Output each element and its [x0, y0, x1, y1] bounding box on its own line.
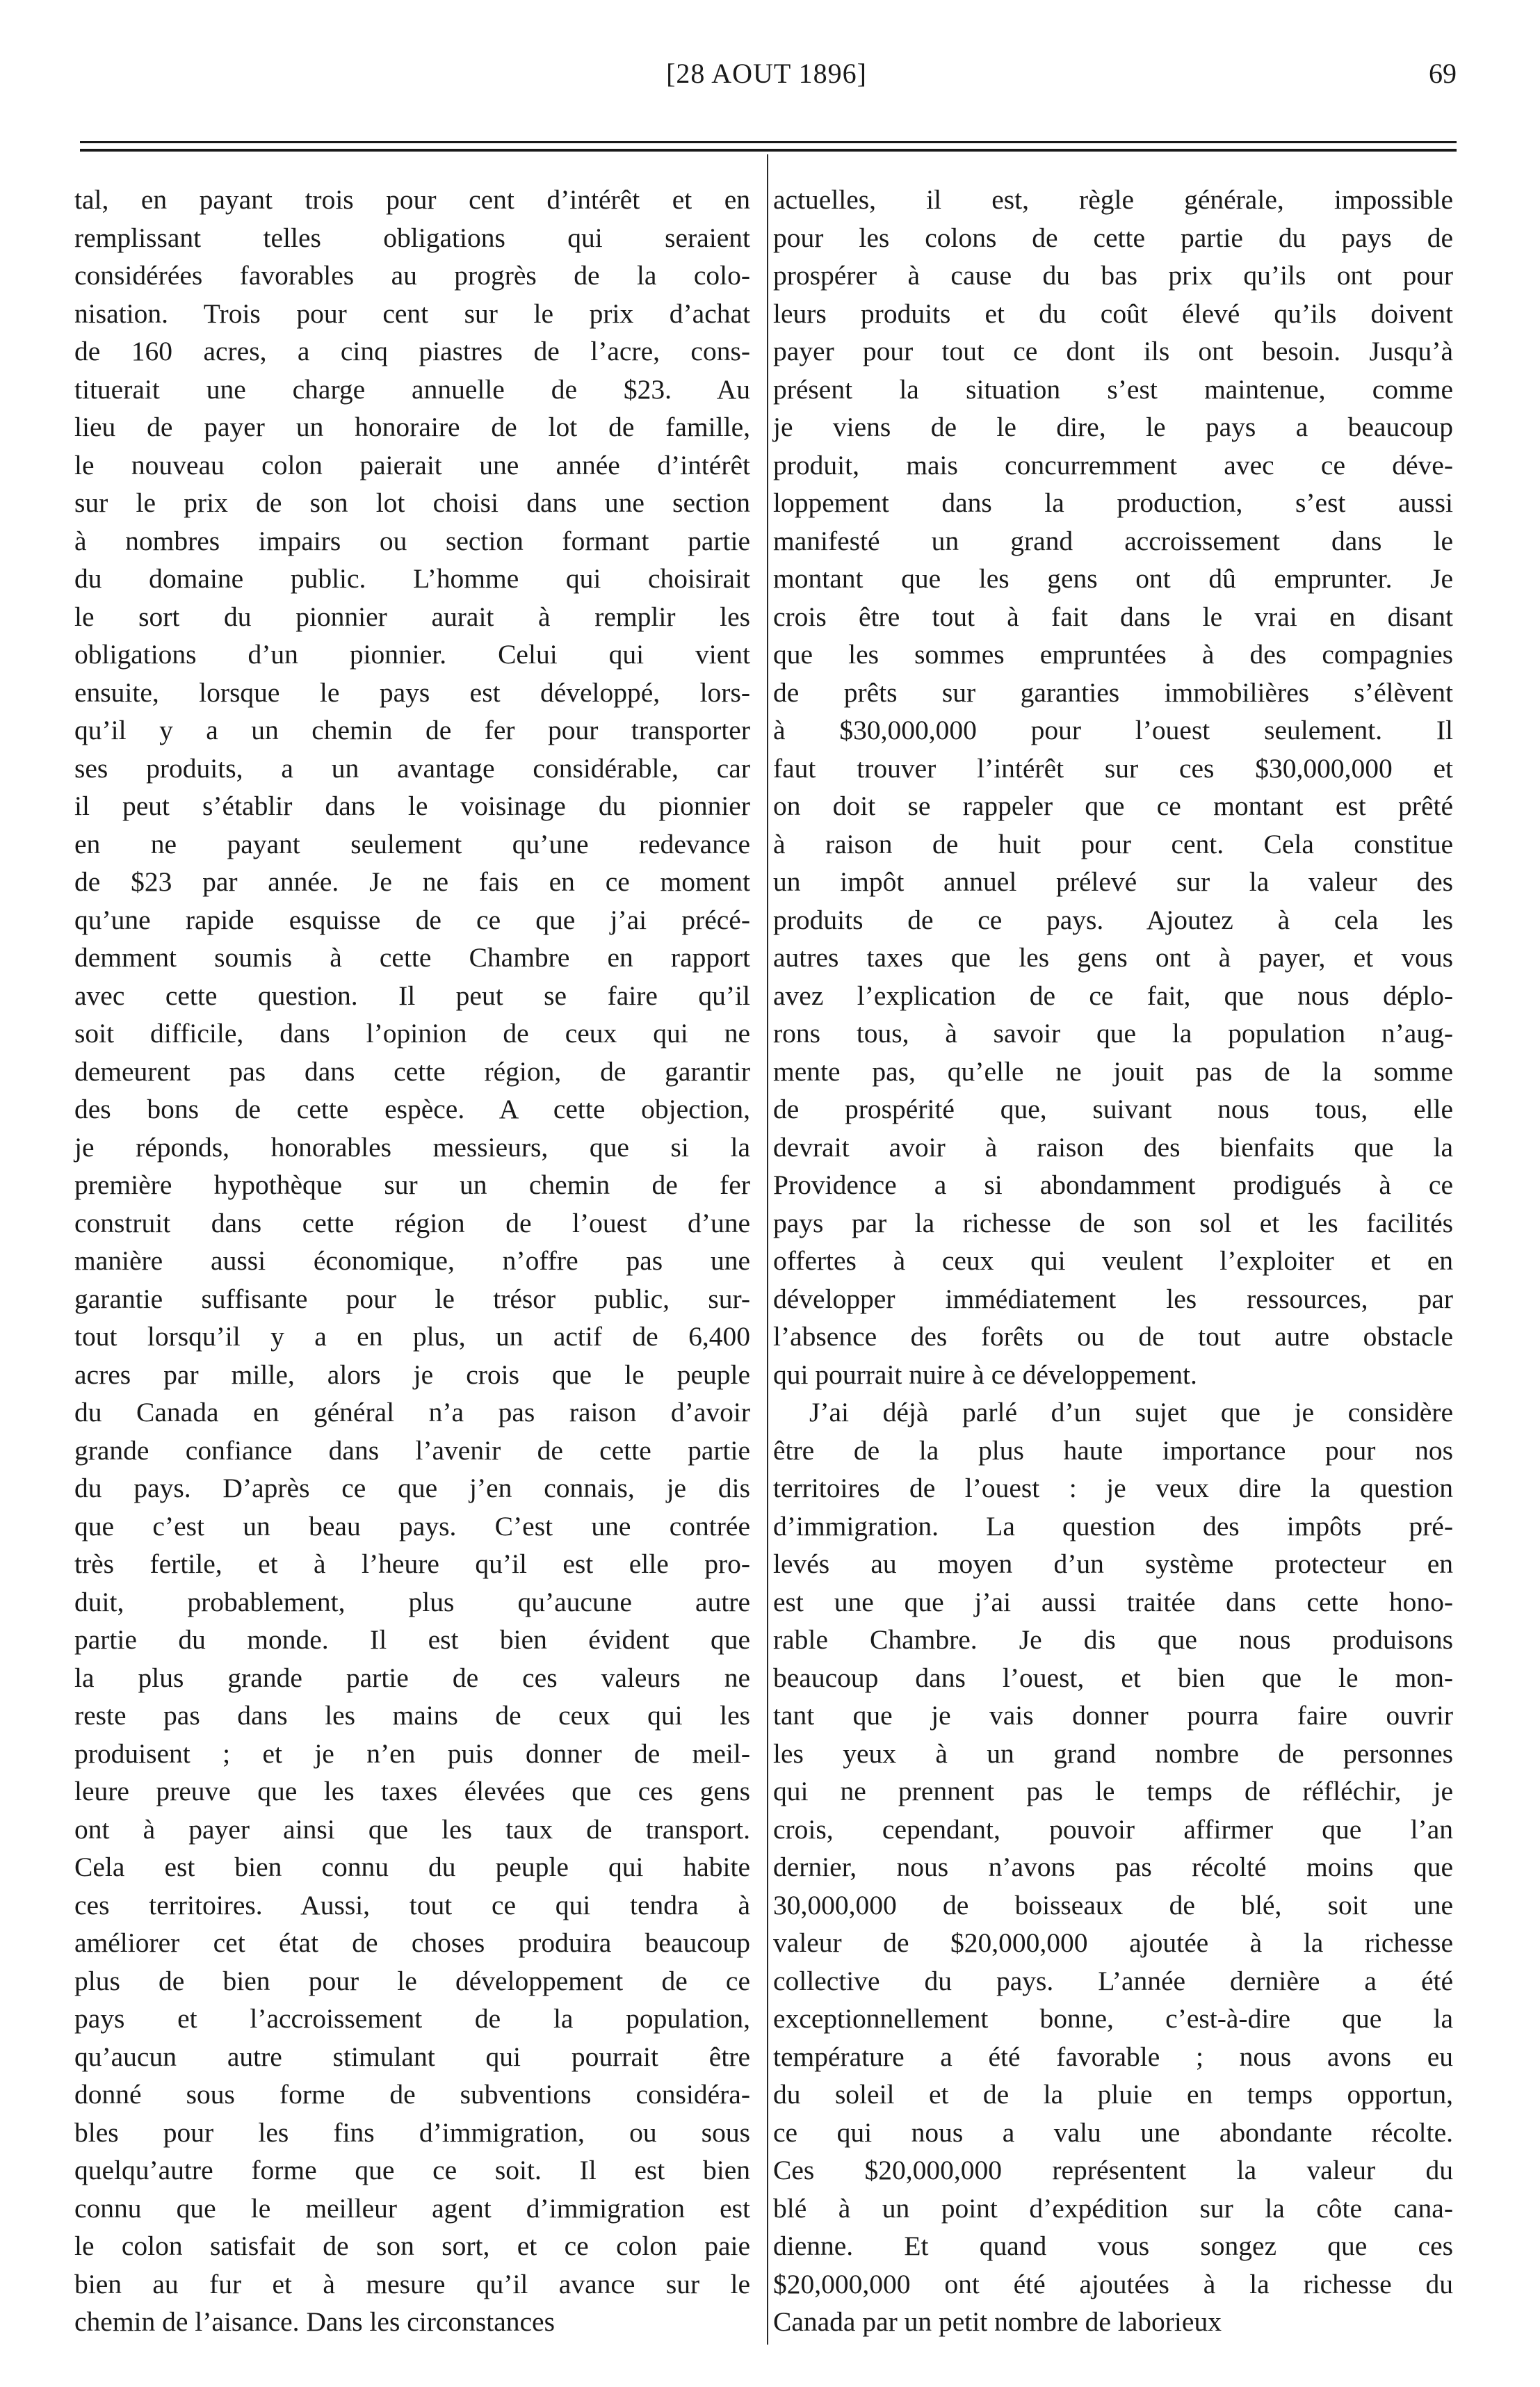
text-line: que les sommes empruntées à des compagnies [773, 639, 1453, 670]
text-line: je viens de le dire, le pays a beaucoup [773, 412, 1453, 442]
text-line: Ces $20,000,000 représentent la valeur du [773, 2155, 1453, 2185]
text-line: construit dans cette région de l’ouest d’une [74, 1207, 750, 1238]
text-line: du domaine public. L’homme qui choisirait [74, 563, 750, 594]
text-line: à nombres impairs ou section formant partie [74, 525, 750, 556]
text-line: du Canada en général n’a pas raison d’avoir [74, 1397, 750, 1427]
text-line: bles pour les fins d’immigration, ou sous [74, 2117, 750, 2148]
text-line: collective du pays. L’année dernière a été [773, 1965, 1453, 1996]
text-line: très fertile, et à l’heure qu’il est elle pro- [74, 1548, 750, 1579]
text-line: qu’il y a un chemin de fer pour transporter [74, 715, 750, 745]
text-line: pays et l’accroissement de la population, [74, 2003, 750, 2034]
text-line: avec cette question. Il peut se faire qu’il [74, 980, 750, 1011]
text-line: qui ne prennent pas le temps de réfléchir, je [773, 1776, 1453, 1806]
text-line: rons tous, à savoir que la population n’aug- [773, 1018, 1453, 1049]
text-line: du pays. D’après ce que j’en connais, je dis [74, 1473, 750, 1503]
text-line: payer pour tout ce dont ils ont besoin. Jusqu’à [773, 336, 1453, 366]
text-line: de prospérité que, suivant nous tous, elle [773, 1094, 1453, 1124]
text-line: lieu de payer un honoraire de lot de famille, [74, 412, 750, 442]
text-line: on doit se rappeler que ce montant est prêté [773, 791, 1453, 821]
left-column [74, 181, 750, 2341]
text-line: $20,000,000 ont été ajoutées à la richesse du [773, 2268, 1453, 2299]
text-line: beaucoup dans l’ouest, et bien que le mon- [773, 1662, 1453, 1693]
text-line: nisation. Trois pour cent sur le prix d’achat [74, 298, 750, 329]
text-line: améliorer cet état de choses produira beaucoup [74, 1927, 750, 1958]
text-line: je réponds, honorables messieurs, que si la [74, 1131, 750, 1163]
text-line: à $30,000,000 pour l’ouest seulement. Il [773, 715, 1453, 745]
text-line: de 160 acres, a cinq piastres de l’acre, cons- [74, 336, 750, 366]
text-line: territoires de l’ouest : je veux dire la question [773, 1473, 1453, 1503]
text-line: mente pas, qu’elle ne jouit pas de la somme [773, 1055, 1453, 1087]
text-line: en ne payant seulement qu’une redevance [74, 828, 750, 859]
text-line: loppement dans la production, s’est aussi [773, 487, 1453, 518]
text-line: la plus grande partie de ces valeurs ne [74, 1662, 750, 1693]
text-line: demment soumis à cette Chambre en rapport [74, 942, 750, 973]
text-line: levés au moyen d’un système protecteur en [773, 1548, 1453, 1579]
text-line: manière aussi économique, n’offre pas une [74, 1245, 750, 1276]
text-line: être de la plus haute importance pour nos [773, 1434, 1453, 1466]
text-line: sur le prix de son lot choisi dans une section [74, 487, 750, 518]
page-header [76, 57, 1457, 99]
text-line: actuelles, il est, règle générale, impossible [773, 184, 1453, 215]
text-line: leurs produits et du coût élevé qu’ils doivent [773, 298, 1453, 329]
text-line: du soleil et de la pluie en temps opportun, [773, 2079, 1453, 2110]
text-line: Canada par un petit nombre de laborieux [773, 2306, 1222, 2337]
text-line: rable Chambre. Je dis que nous produisons [773, 1624, 1453, 1655]
text-line: les yeux à un grand nombre de personnes [773, 1738, 1453, 1769]
text-line: des bons de cette espèce. A cette objection, [74, 1094, 750, 1124]
column-divider [767, 154, 768, 2345]
text-line: développer immédiatement les ressources, par [773, 1283, 1453, 1314]
text-line: Providence a si abondamment prodigués à ce [773, 1170, 1453, 1200]
text-line: crois, cependant, pouvoir affirmer que l’an [773, 1813, 1453, 1845]
text-line: connu que le meilleur agent d’immigration est [74, 2192, 750, 2224]
text-line: quelqu’autre forme que ce soit. Il est bien [74, 2155, 750, 2185]
text-line: à raison de huit pour cent. Cela constitue [773, 828, 1453, 859]
text-line: autres taxes que les gens ont à payer, et vous [773, 942, 1453, 973]
text-line: ses produits, a un avantage considérable, car [74, 752, 750, 784]
text-line: tal, en payant trois pour cent d’intérêt et en [74, 184, 750, 215]
text-line: tant que je vais donner pourra faire ouvrir [773, 1700, 1453, 1731]
text-line: bien au fur et à mesure qu’il avance sur le [74, 2268, 750, 2299]
text-line: ces territoires. Aussi, tout ce qui tendra à [74, 1889, 750, 1920]
text-line: le nouveau colon paierait une année d’intérêt [74, 449, 750, 480]
text-line: le colon satisfait de son sort, et ce colon paie [74, 2231, 750, 2261]
text-line: est une que j’ai aussi traitée dans cette hono- [773, 1586, 1453, 1617]
text-line: de $23 par année. Je ne fais en ce moment [74, 866, 750, 897]
text-line: manifesté un grand accroissement dans le [773, 525, 1453, 556]
text-line: d’immigration. La question des impôts pré- [773, 1510, 1453, 1542]
running-head: [28 AOUT 1896] [666, 58, 867, 89]
text-line: exceptionnellement bonne, c’est-à-dire que la [773, 2003, 1453, 2034]
text-line: garantie suffisante pour le trésor public, sur- [74, 1283, 750, 1314]
text-line: soit difficile, dans l’opinion de ceux qui ne [74, 1018, 750, 1049]
text-line: de prêts sur garanties immobilières s’élèvent [773, 677, 1453, 708]
text-line: produisent ; et je n’en puis donner de meil- [74, 1738, 750, 1769]
page-number: 69 [1429, 58, 1457, 89]
text-line: Cela est bien connu du peuple qui habite [74, 1852, 750, 1882]
text-line: considérées favorables au progrès de la colo- [74, 260, 750, 291]
text-line: pays par la richesse de son sol et les facilités [773, 1207, 1453, 1238]
text-line: donné sous forme de subventions considéra- [74, 2079, 750, 2110]
text-line: montant que les gens ont dû emprunter. Je [773, 563, 1453, 594]
text-line: ensuite, lorsque le pays est développé, lors- [74, 677, 750, 708]
text-line: crois être tout à fait dans le vrai en disant [773, 601, 1453, 632]
text-line: ce qui nous a valu une abondante récolte. [773, 2117, 1453, 2148]
text-line: tituerait une charge annuelle de $23. Au [74, 373, 750, 405]
text-line: ont à payer ainsi que les taux de transport. [74, 1813, 750, 1845]
text-line: il peut s’établir dans le voisinage du pionnier [74, 791, 750, 821]
text-line: leure preuve que les taxes élevées que ces gens [74, 1776, 750, 1806]
text-line: qu’une rapide esquisse de ce que j’ai précé- [74, 904, 750, 935]
text-line: plus de bien pour le développement de ce [74, 1965, 750, 1996]
text-line: avez l’explication de ce fait, que nous déplo- [773, 980, 1453, 1011]
text-line: produits de ce pays. Ajoutez à cela les [773, 904, 1453, 935]
text-line: partie du monde. Il est bien évident que [74, 1624, 750, 1655]
text-line: dienne. Et quand vous songez que ces [773, 2231, 1453, 2261]
text-line: dernier, nous n’avons pas récolté moins que [773, 1852, 1453, 1882]
text-line: première hypothèque sur un chemin de fer [74, 1170, 750, 1200]
text-line: duit, probablement, plus qu’aucune autre [74, 1586, 750, 1617]
text-line: un impôt annuel prélevé sur la valeur des [773, 866, 1453, 897]
header-rule-thin [80, 141, 1457, 143]
text-line: devrait avoir à raison des bienfaits que la [773, 1131, 1453, 1163]
text-line: que c’est un beau pays. C’est une contrée [74, 1510, 750, 1542]
text-line: grande confiance dans l’avenir de cette partie [74, 1434, 750, 1466]
right-column [773, 181, 1453, 2341]
text-line: qu’aucun autre stimulant qui pourrait être [74, 2041, 750, 2072]
text-line: acres par mille, alors je crois que le peuple [74, 1359, 750, 1390]
text-line: produit, mais concurremment avec ce déve- [773, 449, 1453, 480]
text-line: demeurent pas dans cette région, de garantir [74, 1055, 750, 1087]
text-line: l’absence des forêts ou de tout autre obstacle [773, 1321, 1453, 1352]
text-line: le sort du pionnier aurait à remplir les [74, 601, 750, 632]
text-line: qui pourrait nuire à ce développement. [773, 1359, 1197, 1390]
text-line: tout lorsqu’il y a en plus, un actif de 6,400 [74, 1321, 750, 1352]
text-line: remplissant telles obligations qui seraient [74, 222, 750, 253]
text-line: chemin de l’aisance. Dans les circonstances [74, 2306, 555, 2337]
text-line: blé à un point d’expédition sur la côte cana- [773, 2192, 1453, 2224]
header-rule-thick [80, 149, 1457, 152]
text-line: faut trouver l’intérêt sur ces $30,000,000 et [773, 752, 1453, 784]
text-line: obligations d’un pionnier. Celui qui vient [74, 639, 750, 670]
text-line: présent la situation s’est maintenue, comme [773, 373, 1453, 405]
text-line: valeur de $20,000,000 ajoutée à la richesse [773, 1927, 1453, 1958]
text-line: pour les colons de cette partie du pays de [773, 222, 1453, 253]
text-line: 30,000,000 de boisseaux de blé, soit une [773, 1889, 1453, 1920]
text-line: reste pas dans les mains de ceux qui les [74, 1700, 750, 1731]
text-line: J’ai déjà parlé d’un sujet que je considère [809, 1397, 1453, 1427]
text-line: température a été favorable ; nous avons eu [773, 2041, 1453, 2072]
text-line: offertes à ceux qui veulent l’exploiter et en [773, 1245, 1453, 1276]
text-line: prospérer à cause du bas prix qu’ils ont pour [773, 260, 1453, 291]
